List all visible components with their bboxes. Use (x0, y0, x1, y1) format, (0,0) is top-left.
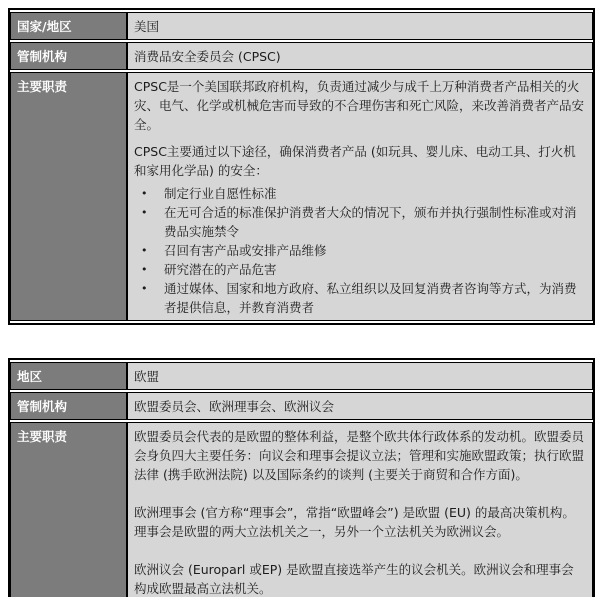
duties-lead-paragraph: CPSC主要通过以下途径，确保消费者产品 (如玩具、婴儿床、电动工具、打火机和家用化学品) 的安全： (134, 144, 576, 178)
main-duties-content (127, 422, 593, 597)
row-label-main-duties: 主要职责 (10, 422, 127, 597)
row-label-regulatory-agency: 管制机构 (10, 392, 127, 420)
row-label-country-region: 国家/地区 (10, 12, 127, 40)
region-value: 欧盟 (127, 362, 593, 390)
bullet-icon: • (141, 206, 148, 219)
regulatory-agency-value: 消费品安全委员会 (CPSC) (127, 42, 593, 70)
duties-intro-paragraph: CPSC是一个美国联邦政府机构，负责通过减少与成千上万种消费者产品相关的火灾、电气、化学或机械危害而导致的不合理伤害和死亡风险，来改善消费者产品安全。 (134, 79, 585, 132)
row-label-region: 地区 (10, 362, 127, 390)
bullet-icon: • (141, 282, 148, 295)
list-item-text: 制定行业自愿性标准 (164, 186, 277, 201)
duties-paragraph-commission: 欧盟委员会代表的是欧盟的整体利益，是整个欧共体行政体系的发动机。欧盟委员会身负四大主要任务：向议会和理事会提议立法；管理和实施欧盟政策；执行欧盟法律 (携手欧洲法院) 以及国际条约的谈判 (主要关于商贸和合作方面)。 (134, 429, 585, 482)
duties-paragraph-council: 欧洲理事会 (官方称“理事会”，常指“欧盟峰会”) 是欧盟 (EU) 的最高决策机构。理事会是欧盟的两大立法机关之一，另外一个立法机关为欧洲议会。 (134, 505, 575, 539)
us-regulator-table (8, 8, 595, 325)
main-duties-content (127, 72, 593, 321)
bullet-icon: • (141, 244, 148, 257)
bullet-icon: • (141, 263, 148, 276)
table-row (10, 362, 593, 390)
regulatory-agency-value: 欧盟委员会、欧洲理事会、欧洲议会 (127, 392, 593, 420)
list-item-text: 在无可合适的标准保护消费者大众的情况下，颁布并执行强制性标准或对消费品实施禁令 (164, 205, 577, 239)
eu-regulator-table (8, 358, 595, 597)
list-item-text: 召回有害产品或安排产品维修 (164, 243, 327, 258)
table-row (10, 392, 593, 420)
list-item (134, 184, 586, 203)
list-item-text: 通过媒体、国家和地方政府、私立组织以及回复消费者咨询等方式，为消费者提供信息，并教育消费者 (164, 281, 577, 315)
table-row (10, 12, 593, 40)
duties-paragraph-parliament: 欧洲议会 (Europarl 或EP) 是欧盟直接选举产生的议会机关。欧洲议会和理事会构成欧盟最高立法机关。 (134, 562, 574, 596)
table-row (10, 422, 593, 597)
country-region-value: 美国 (127, 12, 593, 40)
table-row (10, 72, 593, 321)
bullet-icon: • (141, 187, 148, 200)
table-row (10, 42, 593, 70)
row-label-regulatory-agency: 管制机构 (10, 42, 127, 70)
list-item (134, 279, 586, 317)
duties-bullet-list (134, 184, 586, 317)
row-label-main-duties: 主要职责 (10, 72, 127, 321)
list-item (134, 203, 586, 241)
list-item (134, 241, 586, 260)
list-item (134, 260, 586, 279)
list-item-text: 研究潜在的产品危害 (164, 262, 277, 277)
